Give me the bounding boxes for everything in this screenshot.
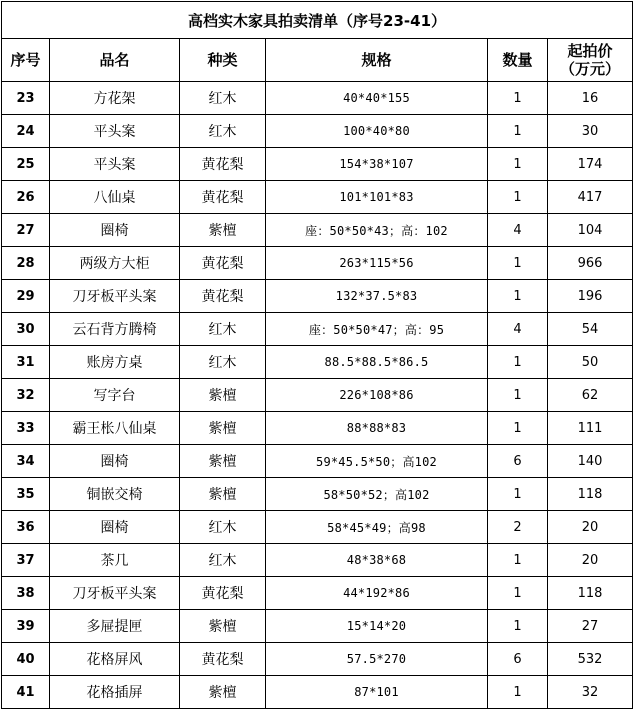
table-row [2, 346, 633, 379]
header-price-line1: 起拍价 [567, 42, 613, 60]
table-row [2, 412, 633, 445]
cell-price: 174 [548, 148, 633, 181]
header-spec: 规格 [266, 39, 488, 82]
cell-kind: 红木 [180, 313, 266, 346]
cell-seq: 25 [2, 148, 50, 181]
cell-price: 532 [548, 643, 633, 676]
cell-kind: 红木 [180, 82, 266, 115]
cell-price: 27 [548, 610, 633, 643]
cell-name: 云石背方腾椅 [50, 313, 180, 346]
table-row [2, 280, 633, 313]
cell-price: 111 [548, 412, 633, 445]
cell-kind: 紫檀 [180, 610, 266, 643]
cell-seq: 36 [2, 511, 50, 544]
cell-seq: 24 [2, 115, 50, 148]
cell-name: 八仙桌 [50, 181, 180, 214]
cell-kind: 紫檀 [180, 676, 266, 709]
cell-qty: 1 [488, 412, 548, 445]
cell-seq: 23 [2, 82, 50, 115]
cell-seq: 27 [2, 214, 50, 247]
cell-spec: 44*192*86 [266, 577, 488, 610]
cell-seq: 29 [2, 280, 50, 313]
table-row [2, 511, 633, 544]
cell-seq: 38 [2, 577, 50, 610]
cell-kind: 红木 [180, 544, 266, 577]
cell-spec: 座：50*50*43；高：102 [266, 214, 488, 247]
cell-kind: 黄花梨 [180, 280, 266, 313]
cell-kind: 黄花梨 [180, 643, 266, 676]
cell-price: 50 [548, 346, 633, 379]
cell-price: 20 [548, 544, 633, 577]
table-row [2, 676, 633, 709]
cell-qty: 4 [488, 313, 548, 346]
cell-qty: 4 [488, 214, 548, 247]
table-row [2, 379, 633, 412]
table-row [2, 148, 633, 181]
cell-spec: 88*88*83 [266, 412, 488, 445]
cell-seq: 28 [2, 247, 50, 280]
cell-spec: 100*40*80 [266, 115, 488, 148]
table-row [2, 610, 633, 643]
table-row [2, 478, 633, 511]
cell-seq: 34 [2, 445, 50, 478]
cell-qty: 6 [488, 643, 548, 676]
cell-qty: 1 [488, 544, 548, 577]
table-row [2, 643, 633, 676]
table-row [2, 115, 633, 148]
cell-seq: 33 [2, 412, 50, 445]
header-name: 品名 [50, 39, 180, 82]
table-row [2, 247, 633, 280]
cell-name: 花格屏风 [50, 643, 180, 676]
cell-price: 417 [548, 181, 633, 214]
cell-name: 平头案 [50, 148, 180, 181]
cell-seq: 31 [2, 346, 50, 379]
cell-kind: 黄花梨 [180, 247, 266, 280]
cell-name: 圈椅 [50, 511, 180, 544]
cell-name: 刀牙板平头案 [50, 577, 180, 610]
cell-spec: 87*101 [266, 676, 488, 709]
cell-price: 62 [548, 379, 633, 412]
cell-price: 20 [548, 511, 633, 544]
cell-qty: 1 [488, 280, 548, 313]
cell-name: 平头案 [50, 115, 180, 148]
cell-kind: 紫檀 [180, 445, 266, 478]
cell-seq: 41 [2, 676, 50, 709]
cell-qty: 1 [488, 181, 548, 214]
cell-qty: 1 [488, 247, 548, 280]
cell-kind: 紫檀 [180, 478, 266, 511]
table-row [2, 313, 633, 346]
cell-price: 140 [548, 445, 633, 478]
cell-spec: 40*40*155 [266, 82, 488, 115]
cell-price: 30 [548, 115, 633, 148]
cell-seq: 35 [2, 478, 50, 511]
header-seq: 序号 [2, 39, 50, 82]
cell-spec: 132*37.5*83 [266, 280, 488, 313]
cell-qty: 1 [488, 148, 548, 181]
cell-kind: 黄花梨 [180, 577, 266, 610]
header-price-line2: （万元） [560, 60, 621, 78]
table-row [2, 544, 633, 577]
cell-spec: 226*108*86 [266, 379, 488, 412]
cell-name: 花格插屏 [50, 676, 180, 709]
cell-seq: 32 [2, 379, 50, 412]
header-price [548, 39, 633, 82]
cell-price: 196 [548, 280, 633, 313]
cell-spec: 58*45*49；高98 [266, 511, 488, 544]
cell-name: 圈椅 [50, 214, 180, 247]
cell-spec: 59*45.5*50；高102 [266, 445, 488, 478]
cell-seq: 30 [2, 313, 50, 346]
cell-spec: 57.5*270 [266, 643, 488, 676]
cell-name: 茶几 [50, 544, 180, 577]
cell-qty: 1 [488, 115, 548, 148]
cell-kind: 紫檀 [180, 379, 266, 412]
table-row [2, 214, 633, 247]
cell-price: 104 [548, 214, 633, 247]
cell-price: 32 [548, 676, 633, 709]
cell-name: 写字台 [50, 379, 180, 412]
cell-price: 118 [548, 577, 633, 610]
cell-kind: 红木 [180, 511, 266, 544]
auction-table [1, 1, 633, 709]
title-row [2, 2, 633, 39]
header-kind: 种类 [180, 39, 266, 82]
cell-qty: 1 [488, 478, 548, 511]
cell-name: 两级方大柜 [50, 247, 180, 280]
cell-price: 118 [548, 478, 633, 511]
cell-spec: 154*38*107 [266, 148, 488, 181]
cell-seq: 26 [2, 181, 50, 214]
cell-name: 刀牙板平头案 [50, 280, 180, 313]
cell-seq: 37 [2, 544, 50, 577]
cell-qty: 1 [488, 346, 548, 379]
cell-price: 16 [548, 82, 633, 115]
table-title: 高档实木家具拍卖清单（序号23-41） [2, 2, 633, 39]
cell-qty: 1 [488, 610, 548, 643]
cell-price: 54 [548, 313, 633, 346]
table-row [2, 445, 633, 478]
table-row [2, 577, 633, 610]
cell-qty: 1 [488, 577, 548, 610]
cell-kind: 紫檀 [180, 214, 266, 247]
cell-seq: 39 [2, 610, 50, 643]
cell-name: 铜嵌交椅 [50, 478, 180, 511]
cell-spec: 48*38*68 [266, 544, 488, 577]
cell-name: 霸王枨八仙桌 [50, 412, 180, 445]
cell-kind: 黄花梨 [180, 181, 266, 214]
cell-kind: 红木 [180, 346, 266, 379]
cell-kind: 黄花梨 [180, 148, 266, 181]
cell-name: 多屉提匣 [50, 610, 180, 643]
cell-spec: 15*14*20 [266, 610, 488, 643]
cell-spec: 263*115*56 [266, 247, 488, 280]
header-row [2, 39, 633, 82]
cell-kind: 红木 [180, 115, 266, 148]
cell-name: 圈椅 [50, 445, 180, 478]
table-row [2, 82, 633, 115]
cell-kind: 紫檀 [180, 412, 266, 445]
cell-name: 方花架 [50, 82, 180, 115]
cell-name: 账房方桌 [50, 346, 180, 379]
header-qty: 数量 [488, 39, 548, 82]
cell-spec: 座：50*50*47；高：95 [266, 313, 488, 346]
cell-price: 966 [548, 247, 633, 280]
cell-spec: 101*101*83 [266, 181, 488, 214]
cell-qty: 6 [488, 445, 548, 478]
cell-qty: 1 [488, 379, 548, 412]
cell-qty: 1 [488, 82, 548, 115]
cell-spec: 88.5*88.5*86.5 [266, 346, 488, 379]
cell-spec: 58*50*52；高102 [266, 478, 488, 511]
cell-qty: 1 [488, 676, 548, 709]
table-row [2, 181, 633, 214]
cell-qty: 2 [488, 511, 548, 544]
cell-seq: 40 [2, 643, 50, 676]
